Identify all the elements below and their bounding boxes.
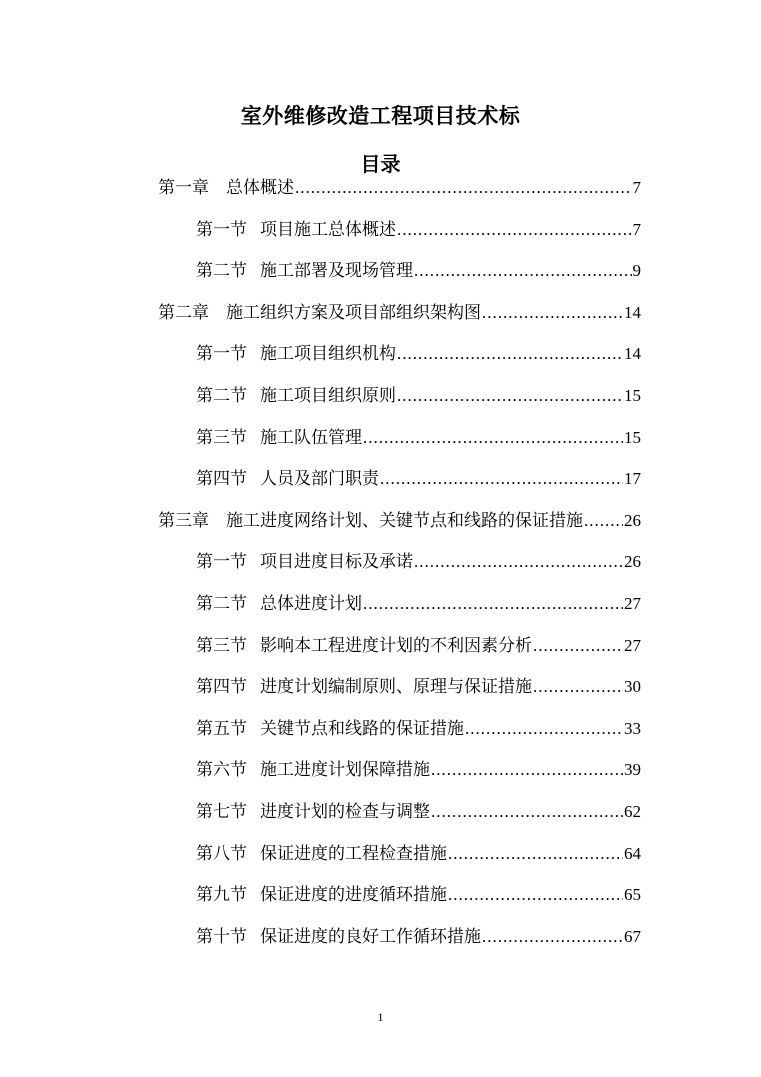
toc-entry-label: 第三章 — [158, 511, 209, 531]
toc-entry-section[interactable] — [196, 800, 641, 824]
toc-entry-page: 9 — [632, 261, 641, 280]
toc-entry-page: 26 — [624, 511, 641, 530]
toc-entry-label: 第七节 — [196, 802, 247, 822]
toc-entry-chapter[interactable] — [158, 301, 641, 325]
toc-entry-label: 第二章 — [158, 303, 209, 323]
toc-entry-label: 第六节 — [196, 760, 247, 780]
toc-entry-title: 施工队伍管理 — [260, 428, 362, 448]
toc-entry-section[interactable] — [196, 550, 641, 574]
document-title: 室外维修改造工程项目技术标 — [240, 103, 521, 128]
toc-entry-page: 62 — [624, 802, 641, 821]
toc-entry-section[interactable] — [196, 218, 641, 242]
toc-entry-section[interactable] — [196, 675, 641, 699]
toc-dot-leader — [584, 509, 623, 533]
toc-entry-title: 施工项目组织机构 — [260, 344, 396, 364]
toc-dot-leader — [533, 675, 623, 699]
toc-dot-leader — [482, 925, 623, 949]
toc-entry-page: 14 — [624, 303, 641, 322]
toc-dot-leader — [414, 550, 623, 574]
toc-entry-section[interactable] — [196, 758, 641, 782]
toc-entry-section[interactable] — [196, 634, 641, 658]
toc-dot-leader — [448, 842, 623, 866]
toc-entry-title: 人员及部门职责 — [260, 469, 379, 489]
toc-dot-leader — [431, 758, 623, 782]
toc-entry-title: 总体概述 — [226, 178, 294, 198]
toc-entry-page: 33 — [624, 719, 641, 738]
toc-entry-title: 施工进度计划保障措施 — [260, 760, 430, 780]
toc-entry-page: 67 — [624, 927, 641, 946]
toc-entry-page: 39 — [624, 760, 641, 779]
toc-entry-label: 第四节 — [196, 469, 247, 489]
toc-entry-page: 26 — [624, 552, 641, 571]
toc-entry-title: 施工项目组织原则 — [260, 386, 396, 406]
toc-entry-label: 第九节 — [196, 885, 247, 905]
toc-dot-leader — [397, 384, 623, 408]
page-number: 1 — [377, 1010, 384, 1024]
toc-entry-chapter[interactable] — [158, 509, 641, 533]
toc-dot-leader — [295, 176, 632, 200]
toc-entry-label: 第十节 — [196, 927, 247, 947]
toc-dot-leader — [482, 301, 623, 325]
toc-dot-leader — [533, 634, 623, 658]
toc-dot-leader — [465, 717, 623, 741]
toc-entry-page: 65 — [624, 885, 641, 904]
toc-entry-section[interactable] — [196, 467, 641, 491]
toc-entry-label: 第一节 — [196, 552, 247, 572]
toc-entry-page: 30 — [624, 677, 641, 696]
toc-entry-title: 保证进度的进度循环措施 — [260, 885, 447, 905]
toc-entry-title: 施工部署及现场管理 — [260, 261, 413, 281]
toc-entry-title: 施工组织方案及项目部组织架构图 — [226, 303, 481, 323]
toc-entry-title: 项目进度目标及承诺 — [260, 552, 413, 572]
toc-heading: 目录 — [360, 152, 401, 176]
toc-dot-leader — [431, 800, 623, 824]
toc-entry-section[interactable] — [196, 342, 641, 366]
toc-entry-title: 施工进度网络计划、关键节点和线路的保证措施 — [226, 511, 583, 531]
toc-entry-page: 17 — [624, 469, 641, 488]
toc-entry-label: 第一节 — [196, 344, 247, 364]
toc-entry-section[interactable] — [196, 592, 641, 616]
toc-dot-leader — [363, 592, 623, 616]
toc-entry-section[interactable] — [196, 925, 641, 949]
toc-entry-section[interactable] — [196, 259, 641, 283]
toc-entry-label: 第二节 — [196, 594, 247, 614]
toc-entry-label: 第五节 — [196, 719, 247, 739]
toc-entry-title: 进度计划的检查与调整 — [260, 802, 430, 822]
toc-entry-page: 7 — [632, 178, 641, 197]
toc-entry-section[interactable] — [196, 384, 641, 408]
toc-entry-title: 保证进度的良好工作循环措施 — [260, 927, 481, 947]
toc-entry-title: 保证进度的工程检查措施 — [260, 844, 447, 864]
toc-entry-title: 总体进度计划 — [260, 594, 362, 614]
toc-entry-title: 项目施工总体概述 — [260, 220, 396, 240]
toc-entry-label: 第一章 — [158, 178, 209, 198]
toc-entry-section[interactable] — [196, 842, 641, 866]
toc-dot-leader — [380, 467, 623, 491]
toc-entry-label: 第八节 — [196, 844, 247, 864]
toc-entry-section[interactable] — [196, 883, 641, 907]
toc-entry-label: 第二节 — [196, 386, 247, 406]
toc-entry-section[interactable] — [196, 426, 641, 450]
toc-entry-title: 关键节点和线路的保证措施 — [260, 719, 464, 739]
toc-entry-label: 第三节 — [196, 636, 247, 656]
toc-entry-section[interactable] — [196, 717, 641, 741]
toc-entry-page: 7 — [632, 220, 641, 239]
toc-entry-label: 第一节 — [196, 220, 247, 240]
toc-dot-leader — [414, 259, 632, 283]
toc-entry-page: 14 — [624, 344, 641, 363]
toc-entry-title: 影响本工程进度计划的不利因素分析 — [260, 636, 532, 656]
toc-entry-label: 第二节 — [196, 261, 247, 281]
toc-entry-page: 27 — [624, 594, 641, 613]
toc-entry-page: 15 — [624, 428, 641, 447]
toc-entry-label: 第四节 — [196, 677, 247, 697]
toc-dot-leader — [448, 883, 623, 907]
toc-dot-leader — [397, 342, 623, 366]
toc-entry-chapter[interactable] — [158, 176, 641, 200]
toc-entry-label: 第三节 — [196, 428, 247, 448]
toc-dot-leader — [397, 218, 632, 242]
toc-entry-page: 15 — [624, 386, 641, 405]
toc-entry-page: 27 — [624, 636, 641, 655]
toc-entry-page: 64 — [624, 844, 641, 863]
toc-entry-title: 进度计划编制原则、原理与保证措施 — [260, 677, 532, 697]
toc-dot-leader — [363, 426, 623, 450]
